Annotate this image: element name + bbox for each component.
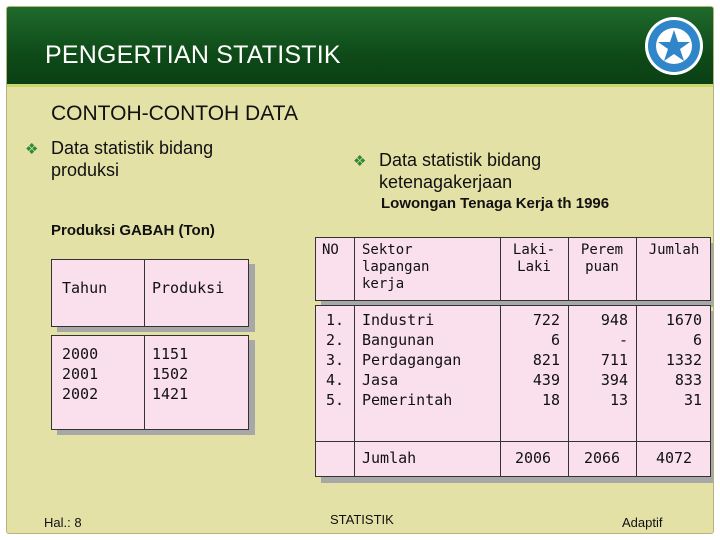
diamond-bullet-icon: ❖	[25, 141, 39, 158]
emblem-icon	[643, 15, 705, 77]
production-value-cell: 1421	[152, 385, 189, 403]
sector-names: Industri Bangunan Perdagangan Jasa Pemerintah	[362, 311, 462, 409]
production-value-cell: 1502	[152, 365, 189, 383]
year-cell: 2000	[62, 345, 99, 363]
bullet-production: ❖ Data statistik bidang produksi	[25, 138, 214, 180]
header-jumlah: Jumlah	[648, 242, 700, 258]
total-jumlah: 4072	[655, 449, 693, 467]
year-cell: 2002	[62, 385, 99, 403]
page-number: Hal.: 8	[44, 515, 82, 530]
section-heading: CONTOH-CONTOH DATA	[51, 102, 298, 125]
employment-total-row	[315, 441, 711, 477]
year-cell: 2001	[62, 365, 99, 383]
diamond-bullet-icon: ❖	[353, 153, 367, 170]
header-sektor: Sektor lapangan kerja	[362, 242, 430, 292]
slide	[6, 6, 714, 534]
production-body	[51, 335, 249, 430]
production-header-row	[51, 259, 249, 327]
production-value-cell: 1151	[152, 345, 189, 363]
slide-header	[7, 7, 714, 87]
header-produksi: Produksi	[152, 279, 225, 297]
perempuan-values: 948 - 711 394 13	[600, 311, 628, 409]
employment-header-row	[315, 237, 711, 301]
employment-caption: Lowongan Tenaga Kerja th 1996	[381, 195, 610, 212]
bullet-employment: ❖ Data statistik bidang ketenagakerjaan	[353, 150, 542, 192]
total-perempuan: 2066	[583, 449, 621, 467]
total-label: Jumlah	[362, 449, 417, 467]
employment-body	[315, 305, 711, 443]
jumlah-values: 1670 6 1332 833 31	[665, 311, 702, 409]
production-caption: Produksi GABAH (Ton)	[51, 222, 215, 239]
header-tahun: Tahun	[62, 279, 108, 297]
slide-title: PENGERTIAN STATISTIK	[45, 41, 341, 69]
footer-label: Adaptif	[622, 515, 663, 530]
header-laki: Laki- Laki	[512, 242, 556, 275]
row-numbers: 1. 2. 3. 4. 5.	[326, 311, 345, 409]
footer-title: STATISTIK	[330, 512, 394, 527]
header-perempuan: Perem puan	[580, 242, 624, 275]
header-no: NO	[322, 242, 339, 258]
total-laki: 2006	[514, 449, 552, 467]
laki-values: 722 6 821 439 18	[532, 311, 560, 409]
